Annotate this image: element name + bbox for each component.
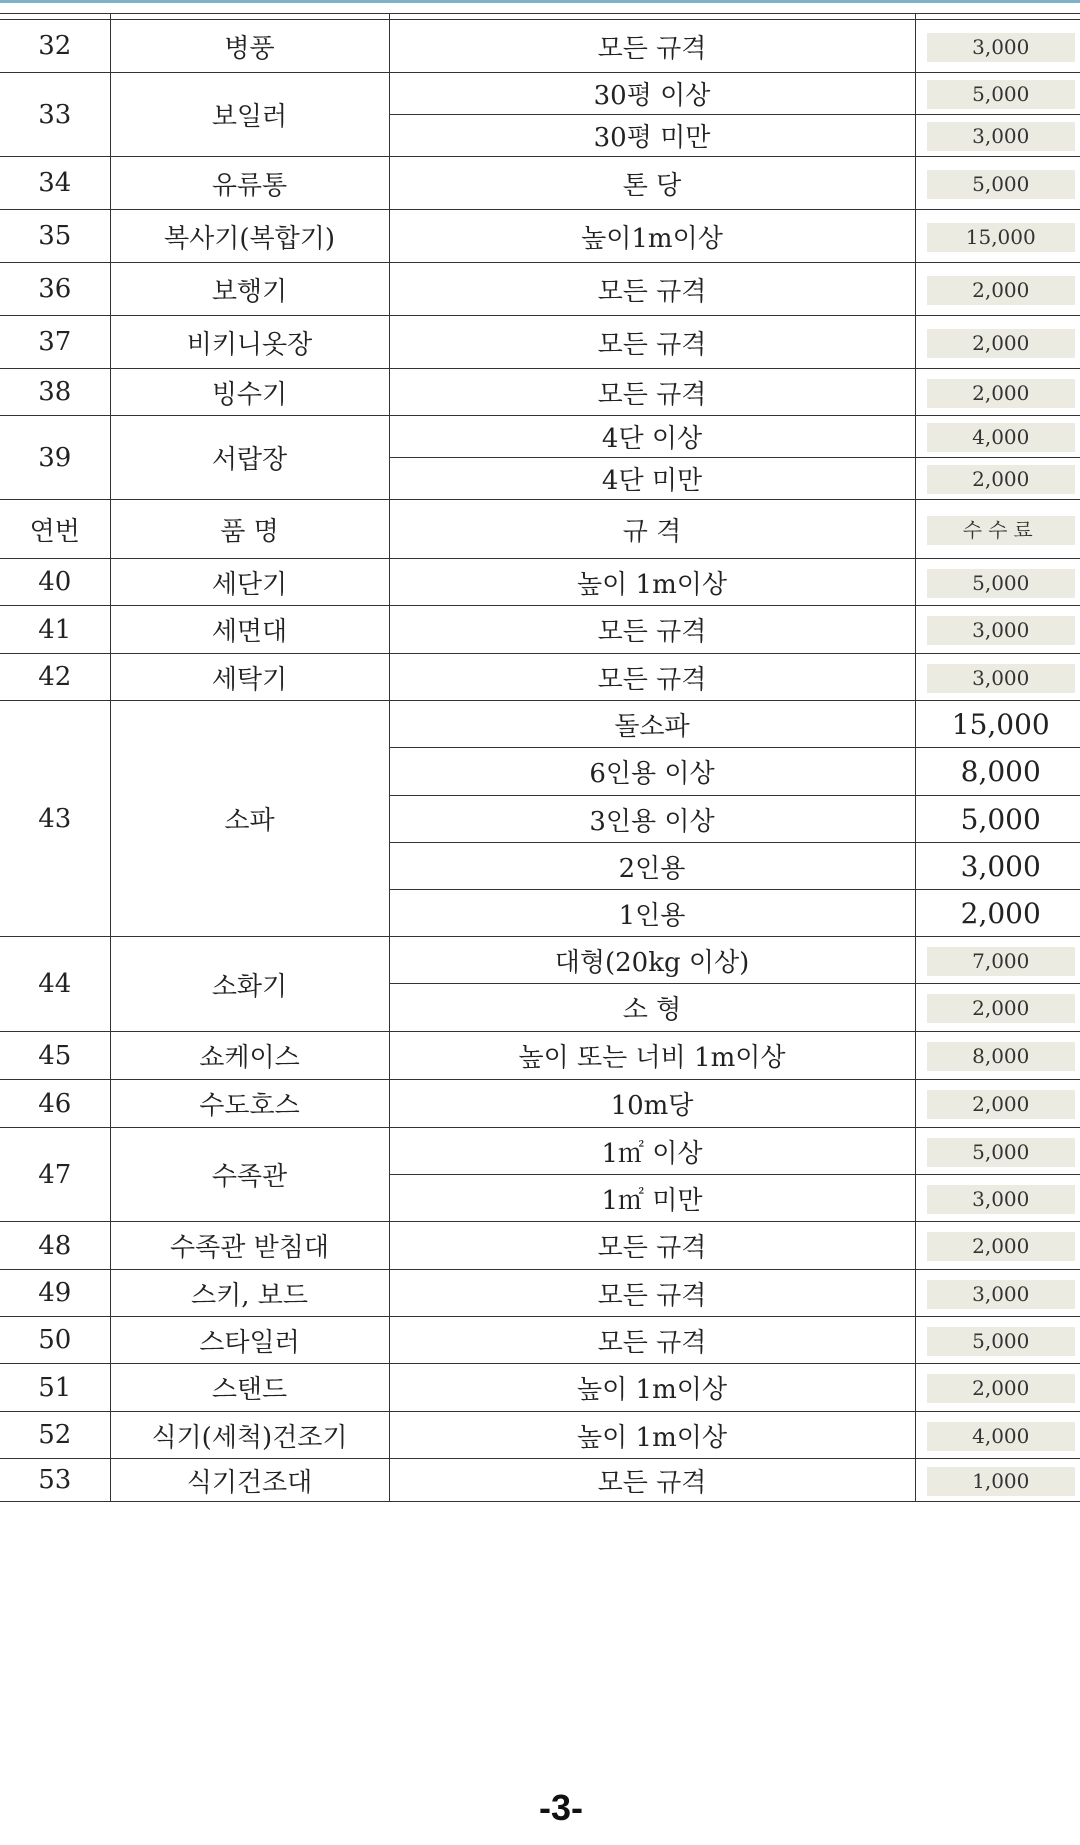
item-fee-cell: [915, 937, 1080, 984]
item-fee: 5,000: [960, 802, 1041, 836]
item-number: 32: [0, 20, 110, 73]
item-spec: 모든 규격: [389, 606, 915, 654]
item-fee: 5,000: [927, 1327, 1075, 1356]
item-spec: 모든 규격: [389, 369, 915, 416]
table-row: [0, 73, 1080, 115]
item-name: 병풍: [110, 20, 389, 73]
item-name: 빙수기: [110, 369, 389, 416]
item-number: 35: [0, 210, 110, 263]
item-name: 수도호스: [110, 1080, 389, 1128]
item-number: 45: [0, 1032, 110, 1080]
item-name: 수족관: [110, 1128, 389, 1222]
table-row: [0, 20, 1080, 73]
item-fee-cell: [915, 843, 1080, 890]
header-no: 연번: [0, 500, 110, 559]
item-number: 53: [0, 1459, 110, 1502]
item-name: 쇼케이스: [110, 1032, 389, 1080]
fee-table-body: [0, 14, 1080, 1502]
item-name: 스키, 보드: [110, 1270, 389, 1317]
item-fee: 1,000: [927, 1467, 1075, 1496]
table-row: [0, 1128, 1080, 1175]
table-row: [0, 1270, 1080, 1317]
item-number: 48: [0, 1222, 110, 1270]
item-name: 소파: [110, 701, 389, 937]
table-row: [0, 1364, 1080, 1412]
item-spec: 모든 규격: [389, 20, 915, 73]
item-number: 38: [0, 369, 110, 416]
item-name: 소화기: [110, 937, 389, 1032]
table-row: [0, 1317, 1080, 1364]
item-fee: 2,000: [927, 1374, 1075, 1403]
item-fee: 5,000: [927, 569, 1075, 598]
item-fee: 8,000: [927, 1042, 1075, 1071]
item-spec: 모든 규격: [389, 263, 915, 316]
item-fee: 2,000: [927, 465, 1075, 494]
item-spec: 2인용: [389, 843, 915, 890]
table-row: [0, 701, 1080, 748]
item-fee: 3,000: [927, 616, 1075, 645]
item-number: 41: [0, 606, 110, 654]
item-number: 37: [0, 316, 110, 369]
item-spec: 높이 또는 너비 1m이상: [389, 1032, 915, 1080]
table-row: [0, 263, 1080, 316]
fee-table: [0, 13, 1080, 1502]
item-fee: 3,000: [927, 1280, 1075, 1309]
item-number: 47: [0, 1128, 110, 1222]
item-spec: 1인용: [389, 890, 915, 937]
item-fee-cell: [915, 748, 1080, 796]
item-spec: 4단 이상: [389, 416, 915, 458]
header-fee-cell: [915, 500, 1080, 559]
item-fee-cell: [915, 559, 1080, 606]
item-fee: 2,000: [927, 1090, 1075, 1119]
item-fee: 2,000: [927, 276, 1075, 305]
item-spec: 높이 1m이상: [389, 1364, 915, 1412]
item-fee-cell: [915, 416, 1080, 458]
item-fee: 3,000: [927, 1185, 1075, 1214]
item-spec: 4단 미만: [389, 458, 915, 500]
item-fee: 3,000: [927, 122, 1075, 151]
table-row: [0, 606, 1080, 654]
item-spec: 모든 규격: [389, 316, 915, 369]
item-fee-cell: [915, 1459, 1080, 1502]
item-name: 스타일러: [110, 1317, 389, 1364]
item-spec: 높이 1m이상: [389, 1412, 915, 1459]
item-spec: 모든 규격: [389, 1317, 915, 1364]
header-spec: 규 격: [389, 500, 915, 559]
table-row: [0, 654, 1080, 701]
item-spec: 10m당: [389, 1080, 915, 1128]
item-spec: 톤 당: [389, 157, 915, 210]
header-row: [0, 500, 1080, 559]
item-number: 34: [0, 157, 110, 210]
item-name: 유류통: [110, 157, 389, 210]
header-name: 품 명: [110, 500, 389, 559]
page-number: -3-: [539, 1787, 583, 1828]
item-spec: 높이1m이상: [389, 210, 915, 263]
item-number: 36: [0, 263, 110, 316]
item-fee-cell: [915, 1412, 1080, 1459]
table-row: [0, 1222, 1080, 1270]
item-fee: 15,000: [927, 223, 1075, 252]
item-fee: 8,000: [960, 755, 1041, 788]
table-row: [0, 1459, 1080, 1502]
item-fee-cell: [915, 115, 1080, 157]
item-name: 세면대: [110, 606, 389, 654]
item-fee-cell: [915, 1270, 1080, 1317]
item-number: 52: [0, 1412, 110, 1459]
item-name: 식기(세척)건조기: [110, 1412, 389, 1459]
item-number: 42: [0, 654, 110, 701]
item-fee: 2,000: [927, 1232, 1075, 1261]
item-spec: 6인용 이상: [389, 748, 915, 796]
item-fee-cell: [915, 20, 1080, 73]
item-fee-cell: [915, 210, 1080, 263]
item-fee: 5,000: [927, 1138, 1075, 1167]
item-name: 식기건조대: [110, 1459, 389, 1502]
item-fee: 2,000: [927, 994, 1075, 1023]
item-fee-cell: [915, 263, 1080, 316]
item-fee-cell: [915, 890, 1080, 937]
item-spec: 1㎡ 미만: [389, 1175, 915, 1222]
item-spec: 돌소파: [389, 701, 915, 748]
table-row: [0, 1032, 1080, 1080]
item-fee-cell: [915, 1364, 1080, 1412]
item-fee-cell: [915, 73, 1080, 115]
item-name: 세단기: [110, 559, 389, 606]
item-fee-cell: [915, 606, 1080, 654]
item-fee-cell: [915, 1222, 1080, 1270]
item-fee: 4,000: [927, 423, 1075, 452]
table-row: [0, 559, 1080, 606]
item-name: 세탁기: [110, 654, 389, 701]
item-spec: 높이 1m이상: [389, 559, 915, 606]
item-spec: 모든 규격: [389, 654, 915, 701]
item-fee: 5,000: [927, 170, 1075, 199]
item-spec: 3인용 이상: [389, 796, 915, 843]
item-fee-cell: [915, 369, 1080, 416]
item-name: 복사기(복합기): [110, 210, 389, 263]
item-fee: 2,000: [927, 329, 1075, 358]
item-fee-cell: [915, 701, 1080, 748]
item-spec: 대형(20kg 이상): [389, 937, 915, 984]
item-fee-cell: [915, 654, 1080, 701]
top-rule: [0, 0, 1080, 3]
table-row: [0, 316, 1080, 369]
item-spec: 모든 규격: [389, 1270, 915, 1317]
item-spec: 소 형: [389, 984, 915, 1032]
item-fee: 7,000: [927, 947, 1075, 976]
item-name: 수족관 받침대: [110, 1222, 389, 1270]
item-number: 39: [0, 416, 110, 500]
item-name: 비키니옷장: [110, 316, 389, 369]
item-name: 서랍장: [110, 416, 389, 500]
item-fee: 2,000: [927, 379, 1075, 408]
item-spec: 모든 규격: [389, 1222, 915, 1270]
table-row: [0, 157, 1080, 210]
item-number: 44: [0, 937, 110, 1032]
item-number: 49: [0, 1270, 110, 1317]
item-fee-cell: [915, 1317, 1080, 1364]
item-fee: 15,000: [951, 707, 1050, 741]
item-fee: 3,000: [960, 849, 1041, 883]
item-name: 보행기: [110, 263, 389, 316]
item-fee-cell: [915, 1032, 1080, 1080]
item-number: 33: [0, 73, 110, 157]
item-number: 50: [0, 1317, 110, 1364]
item-fee-cell: [915, 1128, 1080, 1175]
table-row: [0, 416, 1080, 458]
header-fee: 수수료: [927, 516, 1075, 545]
table-row: [0, 1080, 1080, 1128]
item-fee: 3,000: [927, 664, 1075, 693]
item-fee-cell: [915, 157, 1080, 210]
item-name: 보일러: [110, 73, 389, 157]
item-spec: 30평 이상: [389, 73, 915, 115]
item-fee-cell: [915, 796, 1080, 843]
item-fee: 4,000: [927, 1422, 1075, 1451]
item-fee-cell: [915, 458, 1080, 500]
item-spec: 30평 미만: [389, 115, 915, 157]
item-spec: 1㎡ 이상: [389, 1128, 915, 1175]
item-fee-cell: [915, 1175, 1080, 1222]
item-fee-cell: [915, 1080, 1080, 1128]
item-number: 46: [0, 1080, 110, 1128]
table-row: [0, 369, 1080, 416]
item-spec: 모든 규격: [389, 1459, 915, 1502]
table-row: [0, 1412, 1080, 1459]
item-fee-cell: [915, 984, 1080, 1032]
table-row: [0, 210, 1080, 263]
item-fee-cell: [915, 316, 1080, 369]
item-fee: 5,000: [927, 80, 1075, 109]
table-row: [0, 937, 1080, 984]
item-fee: 3,000: [927, 33, 1075, 62]
item-fee: 2,000: [960, 896, 1041, 930]
item-name: 스탠드: [110, 1364, 389, 1412]
item-number: 43: [0, 701, 110, 937]
item-number: 40: [0, 559, 110, 606]
item-number: 51: [0, 1364, 110, 1412]
